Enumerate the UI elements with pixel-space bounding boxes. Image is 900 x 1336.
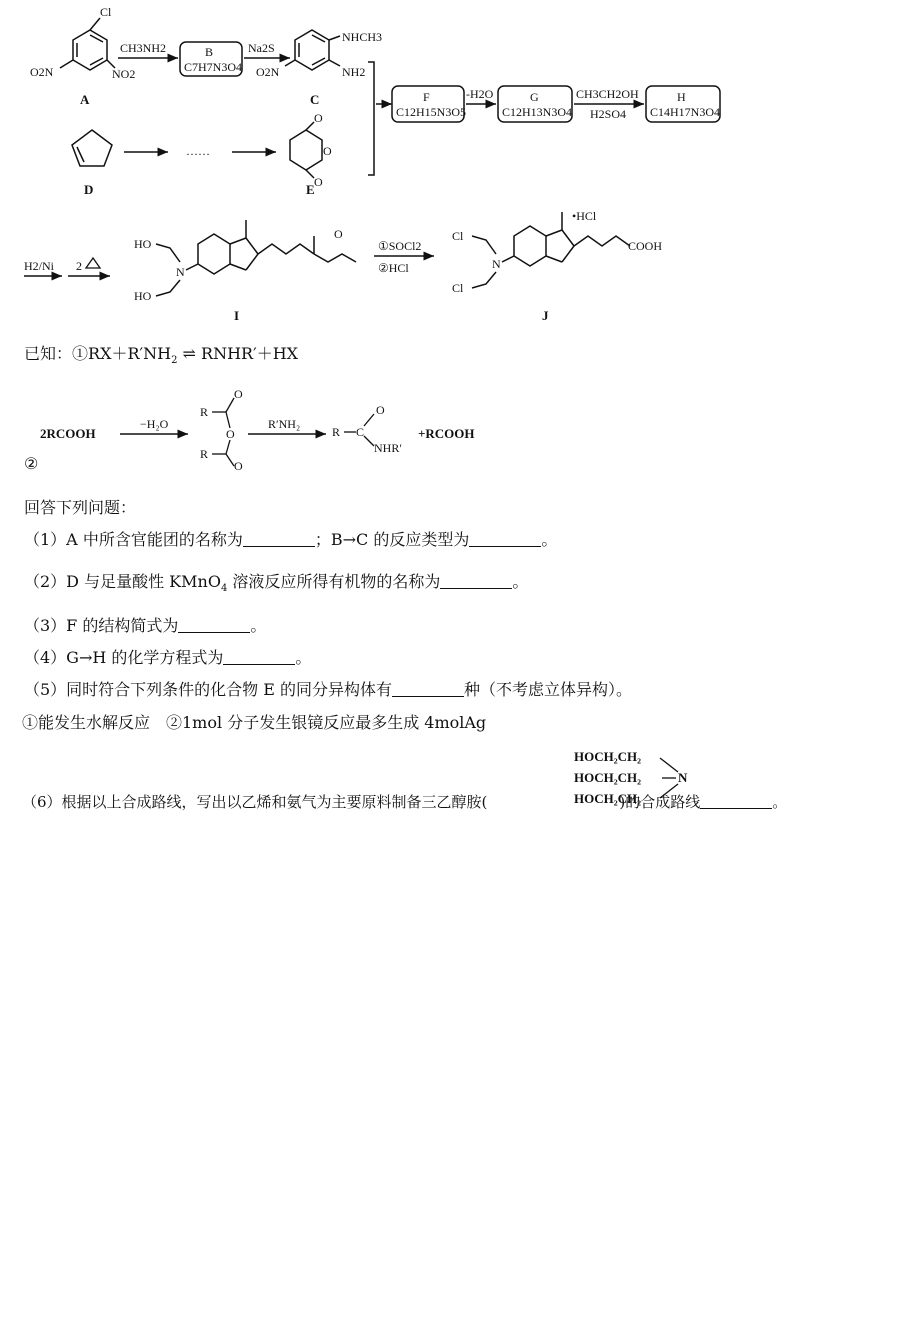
- label-b: B: [205, 45, 214, 59]
- q1-text-a: （1）A 中所含官能团的名称为: [24, 530, 243, 549]
- reagent-ch3nh2: CH3NH2: [120, 41, 167, 55]
- q2-text-b: 溶液反应所得有机物的名称为: [227, 572, 441, 591]
- question-5: [24, 680, 632, 700]
- synthesis-scheme: [0, 0, 900, 480]
- eq2-o1: O: [234, 387, 243, 401]
- label-j: J: [542, 308, 549, 323]
- c-o2n: O2N: [256, 65, 280, 79]
- tea-row-1: HOCH₂CH₂: [574, 749, 642, 764]
- eq2-o3: O: [376, 403, 385, 417]
- j-hcl: •HCl: [572, 209, 597, 223]
- q4-text-c: 。: [295, 648, 312, 667]
- eq2-left: 2RCOOH: [40, 426, 96, 441]
- tea-row-3: HOCH₂CH₂: [574, 791, 642, 806]
- compound-i-structure: [156, 220, 356, 296]
- reagent-na2s: Na2S: [248, 41, 275, 55]
- label-h: H: [677, 90, 686, 104]
- reagent-hcl: ②HCl: [378, 261, 409, 275]
- q2-sub: 4: [220, 583, 228, 595]
- label-c: C: [310, 92, 320, 107]
- eq2-r2: R: [200, 447, 209, 461]
- reagent-socl2: ①SOCl2: [378, 239, 422, 253]
- bracket: [368, 62, 374, 175]
- q3-text-c: 。: [250, 616, 267, 635]
- eq2-r3: R: [332, 425, 341, 439]
- eq2-index: ②: [24, 454, 39, 473]
- j-cl-top: Cl: [452, 229, 464, 243]
- eq1-sub: 2: [171, 355, 178, 367]
- compound-j-structure: [472, 212, 630, 288]
- j-cooh: COOH: [628, 239, 663, 253]
- label-e: E: [306, 182, 315, 197]
- q6-text-a: （6）根据以上合成路线，写出以乙烯和氨气为主要原料制备三乙醇胺(: [22, 793, 488, 811]
- q6-blank[interactable]: [700, 794, 772, 809]
- reagent-ethanol: CH3CH2OH: [576, 87, 639, 101]
- q3-blank[interactable]: [178, 618, 250, 633]
- reagent-h2ni: H2/Ni: [24, 259, 54, 273]
- q1-text-b: ；B→C 的反应类型为: [314, 530, 470, 549]
- label-d: D: [84, 182, 94, 197]
- i-o-carbonyl: O: [334, 227, 343, 241]
- q5-blank[interactable]: [392, 682, 464, 697]
- reagent-h2so4: H2SO4: [590, 107, 627, 121]
- j-cl-bottom: Cl: [452, 281, 464, 295]
- c-nh2: NH2: [342, 65, 366, 79]
- e-o-bottom: O: [314, 175, 323, 189]
- eq2-nhr: NHR′: [374, 441, 402, 455]
- j-n: N: [492, 257, 501, 271]
- reagent-h2o: -H2O: [466, 87, 494, 101]
- q1-text-c: 。: [541, 530, 558, 549]
- eq2-r1: R: [200, 405, 209, 419]
- known-prefix: 已知：: [24, 344, 73, 363]
- compound-c-structure: [285, 30, 340, 70]
- eq1-left: ①RX＋R′NH: [72, 344, 172, 363]
- a-no2: NO2: [112, 67, 136, 81]
- eq2-cond2: R′NH₂: [268, 417, 301, 431]
- questions-intro: 回答下列问题：: [24, 498, 137, 517]
- a-o2n: O2N: [30, 65, 54, 79]
- q5-text-a: （5）同时符合下列条件的化合物 E 的同分异构体有: [24, 680, 393, 699]
- eq2-o2: O: [234, 459, 243, 473]
- q2-text-c: 。: [512, 572, 529, 591]
- e-o-ring: O: [323, 144, 332, 158]
- dots: ……: [186, 144, 210, 158]
- known-eq1: [24, 344, 298, 371]
- question-4: [24, 648, 311, 668]
- q6-text-b: )的合成路线: [619, 793, 701, 811]
- eq2-right: +RCOOH: [418, 426, 475, 441]
- question-5-conditions: ①能发生水解反应 ②1mol 分子发生银镜反应最多生成 4molAg: [22, 713, 487, 732]
- label-a: A: [80, 92, 90, 107]
- compound-a-structure: [60, 18, 115, 70]
- formula-h: C14H17N3O4: [650, 105, 721, 119]
- eq2-o-mid: O: [226, 427, 235, 441]
- epoxide-icon: [86, 258, 100, 268]
- e-o-top: O: [314, 111, 323, 125]
- q3-text-a: （3）F 的结构简式为: [24, 616, 179, 635]
- i-n: N: [176, 265, 185, 279]
- question-3: [24, 616, 266, 636]
- reagent-2: 2: [76, 259, 82, 273]
- question-1: [24, 530, 557, 550]
- i-ho-top: HO: [134, 237, 152, 251]
- c-nhch3: NHCH3: [342, 30, 383, 44]
- formula-b: C7H7N3O4: [184, 60, 243, 74]
- compound-d-structure: [72, 130, 112, 166]
- q4-blank[interactable]: [223, 650, 295, 665]
- formula-f: C12H15N3O5: [396, 105, 467, 119]
- q4-text-a: （4）G→H 的化学方程式为: [24, 648, 224, 667]
- equilibrium-arrow-icon: ⇌: [177, 344, 202, 363]
- q1-blank-1[interactable]: [243, 532, 315, 547]
- tea-n: N: [678, 770, 688, 785]
- q1-blank-2[interactable]: [469, 532, 541, 547]
- q2-text-a: （2）D 与足量酸性 KMnO: [24, 572, 221, 591]
- q2-blank[interactable]: [440, 574, 512, 589]
- eq2-c: C: [356, 425, 365, 439]
- compound-e-structure: [290, 122, 322, 178]
- formula-g: C12H13N3O4: [502, 105, 573, 119]
- a-cl: Cl: [100, 5, 112, 19]
- eq1-right: RNHR′＋HX: [201, 344, 299, 363]
- tea-row-2: HOCH₂CH₂: [574, 770, 642, 785]
- q6-text-c: 。: [772, 793, 788, 811]
- eq2-cond1: −H₂O: [140, 417, 169, 431]
- question-6: [22, 792, 787, 812]
- label-g: G: [530, 90, 539, 104]
- i-ho-bottom: HO: [134, 289, 152, 303]
- label-f: F: [423, 90, 430, 104]
- question-2: [24, 572, 528, 599]
- q5-text-b: 种（不考虑立体异构）。: [464, 680, 633, 699]
- label-i: I: [234, 308, 240, 323]
